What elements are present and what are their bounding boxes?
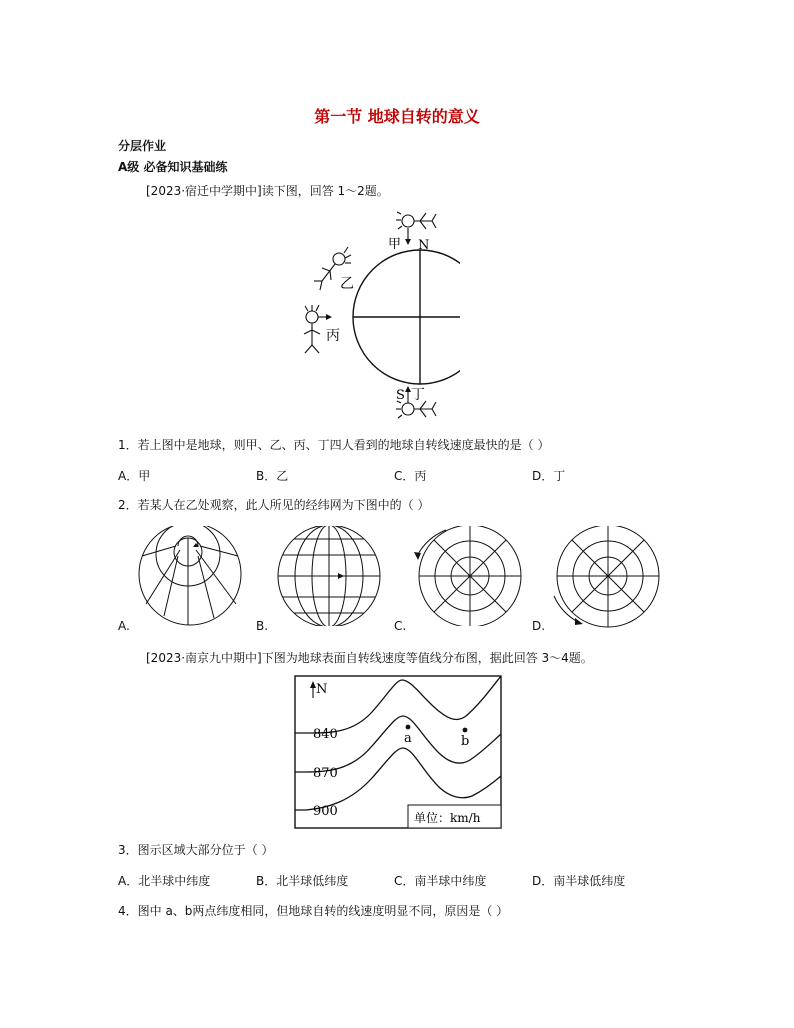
isoline-label-900: 900 [313, 804, 338, 819]
map-north-label: N [316, 682, 328, 697]
arrow-down-icon [405, 239, 411, 245]
q2-label-b: B. [256, 619, 269, 633]
question-3-stem: 3．图示区域大部分位于（ ） [118, 843, 274, 857]
observer-jia-icon [396, 212, 436, 244]
q1-option-a: A．甲 [118, 469, 151, 483]
unit-label: 单位：km/h [414, 811, 481, 825]
arrow-right-icon [326, 314, 332, 320]
observer-earth-figure [290, 205, 460, 423]
q2-label-a: A. [118, 619, 130, 633]
point-a-label: a [404, 731, 412, 746]
rotation-arrow-icon [338, 573, 344, 579]
point-b-label: b [461, 734, 470, 749]
label-s: S [396, 388, 405, 403]
graticule-option-d [548, 526, 662, 628]
page-title: 第一节 地球自转的意义 [314, 107, 480, 126]
label-n: N [418, 238, 430, 253]
q2-label-c: C. [394, 619, 407, 633]
question-2-stem: 2．若某人在乙处观察，此人所见的经纬网为下图中的（ ） [118, 498, 430, 512]
question-4-stem: 4．图中 a、b两点纬度相同，但地球自转的线速度明显不同，原因是（ ） [118, 904, 509, 918]
point-a-marker [406, 725, 411, 730]
q3-option-a: A．北半球中纬度 [118, 874, 211, 888]
q1-option-d: D．丁 [532, 469, 566, 483]
section-heading: 分层作业 [118, 139, 167, 153]
isoline-map [288, 674, 506, 832]
label-bing: 丙 [326, 328, 340, 344]
q3-option-d: D．南半球低纬度 [532, 874, 626, 888]
graticule-option-b [274, 526, 386, 626]
label-ding: 丁 [411, 387, 425, 403]
isoline-label-870: 870 [313, 766, 338, 781]
intro-q3-4: [2023·南京九中期中]下图为地球表面自转线速度等值线分布图，据此回答 3～4题。 [146, 651, 593, 665]
q3-option-c: C．南半球中纬度 [394, 874, 487, 888]
question-1-stem: 1．若上图中是地球，则甲、乙、丙、丁四人看到的地球自转线速度最快的是（ ） [118, 438, 550, 452]
rotation-arrow-icon [414, 552, 421, 560]
rotation-arrow-icon [575, 618, 583, 625]
point-b-marker [463, 728, 468, 733]
q1-option-b: B．乙 [256, 469, 289, 483]
q2-label-d: D. [532, 619, 546, 633]
label-yi: 乙 [340, 276, 354, 292]
graticule-option-c [410, 526, 524, 626]
label-jia: 甲 [388, 237, 402, 252]
graticule-option-a [136, 526, 246, 626]
intro-q1-2: [2023·宿迁中学期中]读下图，回答 1～2题。 [146, 184, 389, 198]
isoline-label-840: 840 [313, 727, 338, 742]
level-heading: A级 必备知识基础练 [118, 160, 228, 174]
q1-option-c: C．丙 [394, 469, 427, 483]
q3-option-b: B．北半球低纬度 [256, 874, 349, 888]
